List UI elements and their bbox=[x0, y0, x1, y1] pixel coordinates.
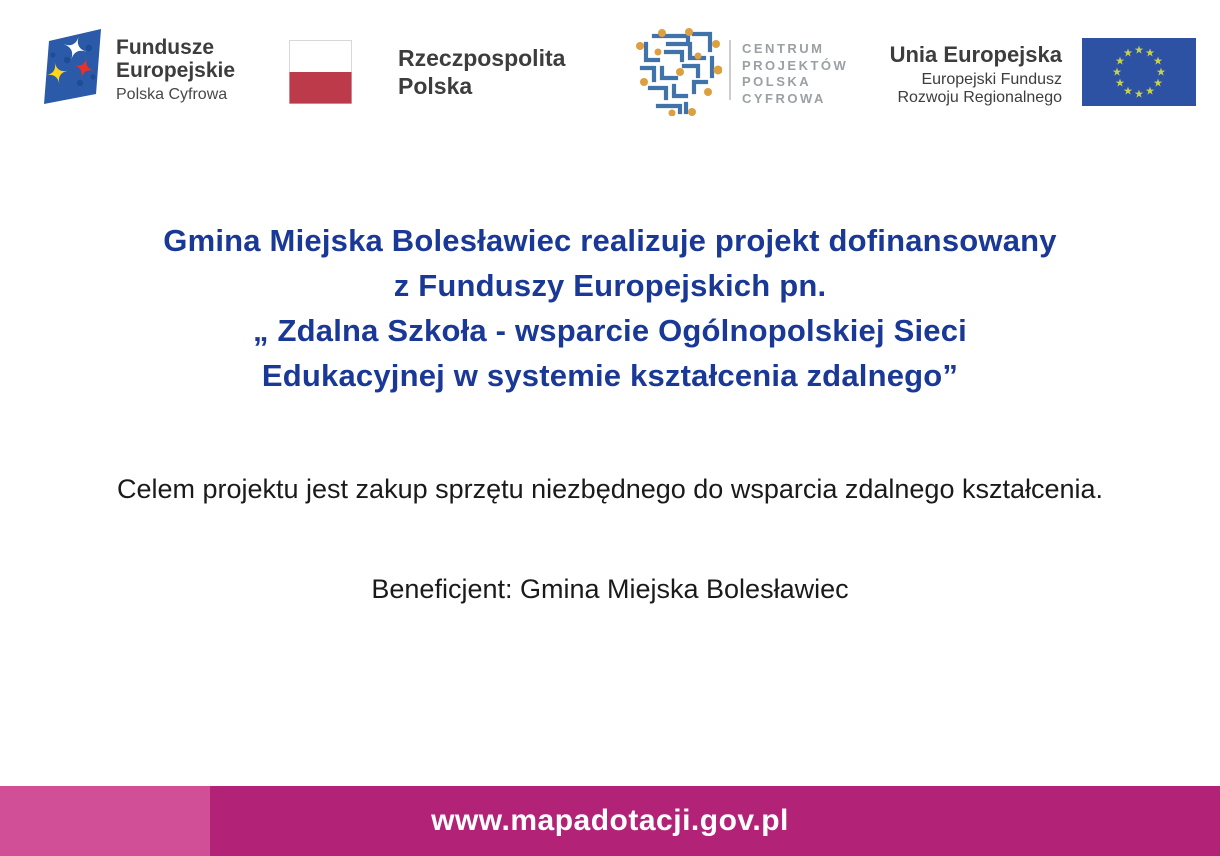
beneficiary-text: Beneficjent: Gmina Miejska Bolesławiec bbox=[371, 574, 849, 604]
cppc-label-line4: CYFROWA bbox=[742, 90, 826, 106]
project-title-line1: Gmina Miejska Bolesławiec realizuje projekt dofinansowany bbox=[163, 223, 1057, 258]
fe-subtitle: Polska Cyfrowa bbox=[116, 86, 228, 103]
cppc-label-line1: CENTRUM bbox=[742, 41, 825, 56]
project-title-line3: „ Zdalna Szkoła - wsparcie Ogólnopolskiej Sieci bbox=[253, 313, 967, 348]
eu-title: Unia Europejska bbox=[889, 42, 1062, 67]
project-title-line2: z Funduszy Europejskich pn. bbox=[393, 268, 827, 303]
footer-bar bbox=[0, 786, 1220, 856]
cppc-divider bbox=[729, 40, 731, 100]
fundusze-europejskie-label bbox=[116, 27, 235, 105]
poland-flag-icon bbox=[289, 40, 352, 104]
pl-label-line2: Polska bbox=[398, 73, 473, 99]
cppc-maze-icon bbox=[632, 28, 722, 116]
cppc-label bbox=[742, 41, 848, 107]
project-goal-text: Celem projektu jest zakup sprzętu niezbędnego do wsparcia zdalnego kształcenia. bbox=[116, 474, 1104, 504]
fundusze-europejskie-logo bbox=[38, 27, 235, 105]
project-title bbox=[0, 218, 1220, 398]
cppc-label-line3: POLSKA bbox=[742, 74, 812, 89]
eu-subtitle-line1: Europejski Fundusz bbox=[921, 71, 1062, 88]
unia-europejska-label bbox=[840, 42, 1062, 106]
footer-url: www.mapadotacji.gov.pl bbox=[431, 804, 789, 837]
eu-flag-icon bbox=[1082, 38, 1196, 106]
fe-title-line2: Europejskie bbox=[116, 59, 236, 82]
project-title-line4: Edukacyjnej w systemie kształcenia zdalnego” bbox=[261, 358, 959, 393]
rzeczpospolita-polska-label bbox=[398, 44, 565, 100]
cppc-label-line2: PROJEKTÓW bbox=[742, 57, 849, 73]
pl-label-line1: Rzeczpospolita bbox=[398, 45, 566, 71]
fe-title-line1: Fundusze bbox=[116, 36, 214, 59]
three-stars-flag-icon bbox=[38, 27, 106, 105]
eu-subtitle-line2: Rozwoju Regionalnego bbox=[897, 88, 1062, 106]
